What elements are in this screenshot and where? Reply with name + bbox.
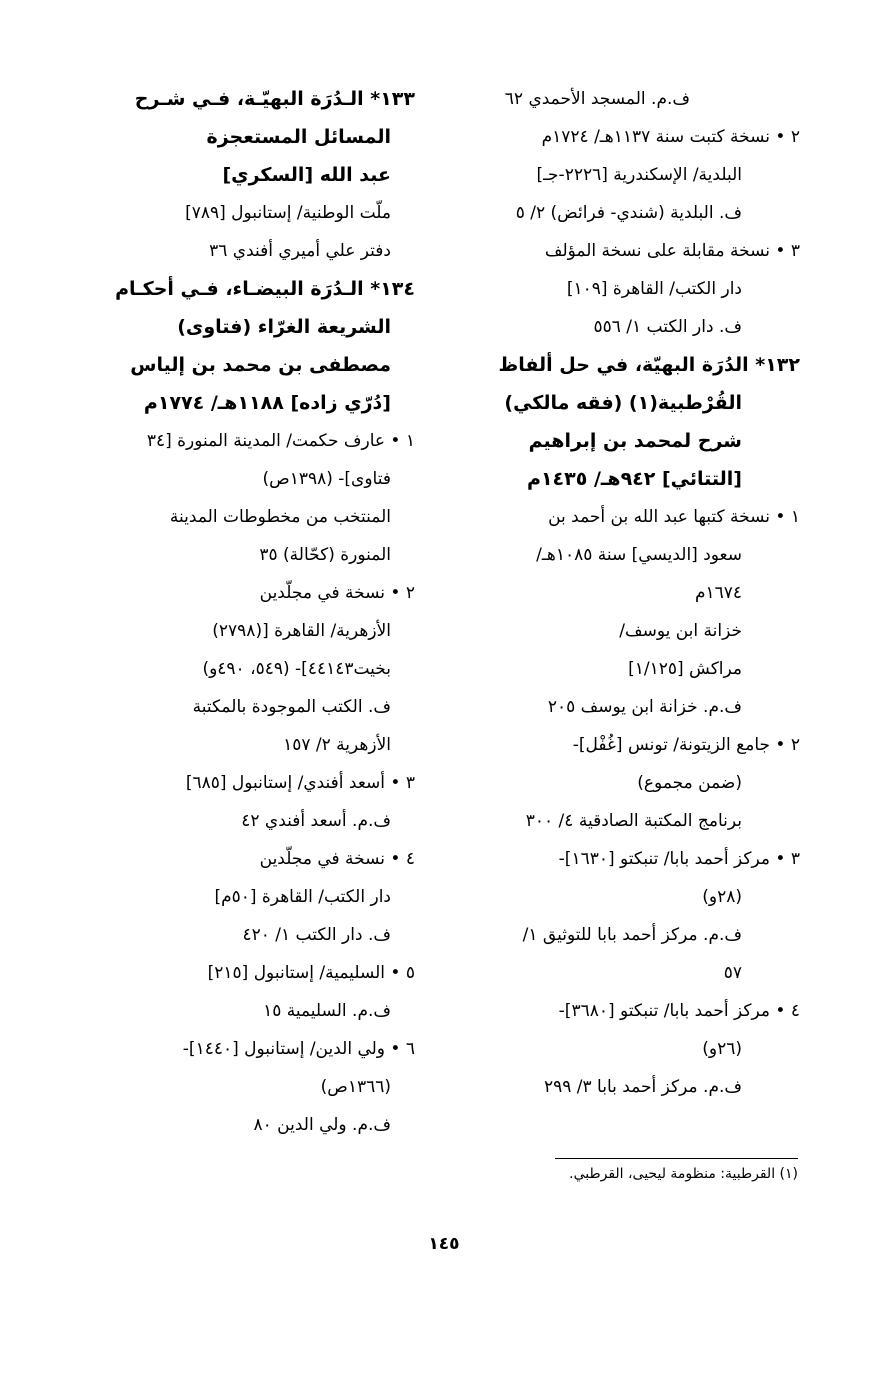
footnote-divider: [555, 1158, 798, 1159]
right-column-line: ف. البلدية (شندي- فرائض) ٢/ ٥: [515, 203, 742, 223]
page-number: ١٤٥: [428, 1234, 460, 1254]
right-column-line: ف.م. خزانة ابن يوسف ٢٠٥: [547, 697, 742, 717]
left-column-line: مصطفى بن محمد بن إلياس: [130, 354, 391, 376]
left-column-line: ف.م. ولي الدين ٨٠: [253, 1115, 391, 1135]
left-column-line: ٣ • أسعد أفندي/ إستانبول [٦٨٥]: [185, 773, 415, 793]
left-column-line: [دُرّي زاده] ١١٨٨هـ/ ١٧٧٤م: [143, 392, 391, 414]
right-column-line: ف.م. المسجد الأحمدي ٦٢: [504, 89, 690, 109]
left-column: [70, 80, 415, 1144]
right-column-line: (٢٦و): [702, 1039, 742, 1059]
right-column-line: برنامج المكتبة الصادقية ٤/ ٣٠٠: [525, 811, 742, 831]
left-column-line: ١٣٤* الـدُرَة البيضـاء، فـي أحكـام: [115, 278, 415, 300]
right-column-line: القُرْطبية(١) (فقه مالكي): [504, 392, 742, 414]
left-column-line: فتاوى]- (١٣٩٨ص): [262, 469, 391, 489]
left-column-line: ف.م. السليمية ١٥: [263, 1001, 391, 1021]
right-column-line: مراكش [١/١٢٥]: [628, 659, 742, 679]
right-column-line: ف.م. مركز أحمد بابا ٣/ ٢٩٩: [543, 1077, 742, 1097]
left-column-line: ٢ • نسخة في مجلّدين: [259, 583, 415, 603]
left-column-line: الأزهرية ٢/ ١٥٧: [283, 735, 391, 755]
right-column-line: خزانة ابن يوسف/: [619, 621, 742, 641]
left-column-line: الشريعة الغرّاء (فتاوى): [177, 316, 391, 338]
right-column-line: سعود [الديسي] سنة ١٠٨٥هـ/: [536, 545, 742, 565]
left-column-line: ٥ • السليمية/ إستانبول [٢١٥]: [207, 963, 415, 983]
left-column-line: ملّت الوطنية/ إستانبول [٧٨٩]: [185, 203, 391, 223]
left-column-line: بخيت٤٤١٤٣]- (٥٤٩، ٤٩٠و): [202, 659, 391, 679]
right-column-line: ٢ • جامع الزيتونة/ تونس [غُفْل]-: [572, 735, 800, 755]
right-column-line: ٤ • مركز أحمد بابا/ تنبكتو [٣٦٨٠]-: [558, 1001, 800, 1021]
right-column-line: ٣ • مركز أحمد بابا/ تنبكتو [١٦٣٠]-: [558, 849, 800, 869]
right-column-line: ٢ • نسخة كتبت سنة ١١٣٧هـ/ ١٧٢٤م: [541, 127, 800, 147]
right-column-line: ١٣٢* الدُرَة البهيّة، في حل ألفاظ: [498, 354, 800, 376]
footnote: (١) القرطبية: منظومة ليحيى، القرطبي.: [569, 1166, 798, 1182]
right-column-line: ف. دار الكتب ١/ ٥٥٦: [593, 317, 742, 337]
left-column-line: المسائل المستعجزة: [206, 126, 391, 148]
right-column-line: [التتائي] ٩٤٢هـ/ ١٤٣٥م: [527, 468, 742, 490]
left-column-line: (١٣٦٦ص): [320, 1077, 391, 1097]
left-column-line: المنورة (كحّالة) ٣٥: [259, 545, 391, 565]
right-column-line: دار الكتب/ القاهرة [١٠٩]: [566, 279, 742, 299]
left-column-line: ف. الكتب الموجودة بالمكتبة: [192, 697, 391, 717]
left-column-line: ١٣٣* الـدُرَة البهيّـة، فـي شـرح: [134, 88, 415, 110]
right-column-line: (٢٨و): [702, 887, 742, 907]
left-column-line: ٦ • ولي الدين/ إستانبول [١٤٤٠]-: [182, 1039, 415, 1059]
left-column-line: ف.م. أسعد أفندي ٤٢: [241, 811, 391, 831]
left-column-line: ف. دار الكتب ١/ ٤٢٠: [242, 925, 391, 945]
right-column-line: شرح لمحمد بن إبراهيم: [528, 430, 742, 452]
left-column-line: دار الكتب/ القاهرة [٥٠م]: [214, 887, 391, 907]
right-column-line: ٥٧: [723, 963, 742, 983]
right-column: [460, 80, 800, 1106]
left-column-line: ١ • عارف حكمت/ المدينة المنورة [٣٤: [146, 431, 415, 451]
left-column-line: الأزهرية/ القاهرة [(٢٧٩٨): [212, 621, 391, 641]
right-column-line: ١ • نسخة كتبها عبد الله بن أحمد بن: [548, 507, 800, 527]
right-column-line: البلدية/ الإسكندرية [٢٢٢٦-جـ]: [536, 165, 742, 185]
right-column-line: ١٦٧٤م: [694, 583, 742, 603]
left-column-line: ٤ • نسخة في مجلّدين: [259, 849, 415, 869]
left-column-line: عبد الله [السكري]: [222, 164, 391, 186]
left-column-line: دفتر علي أميري أفندي ٣٦: [209, 241, 391, 261]
right-column-line: ف.م. مركز أحمد بابا للتوثيق ١/: [522, 925, 742, 945]
right-column-line: (ضمن مجموع): [637, 773, 742, 793]
right-column-line: ٣ • نسخة مقابلة على نسخة المؤلف: [544, 241, 800, 261]
left-column-line: المنتخب من مخطوطات المدينة: [169, 507, 391, 527]
